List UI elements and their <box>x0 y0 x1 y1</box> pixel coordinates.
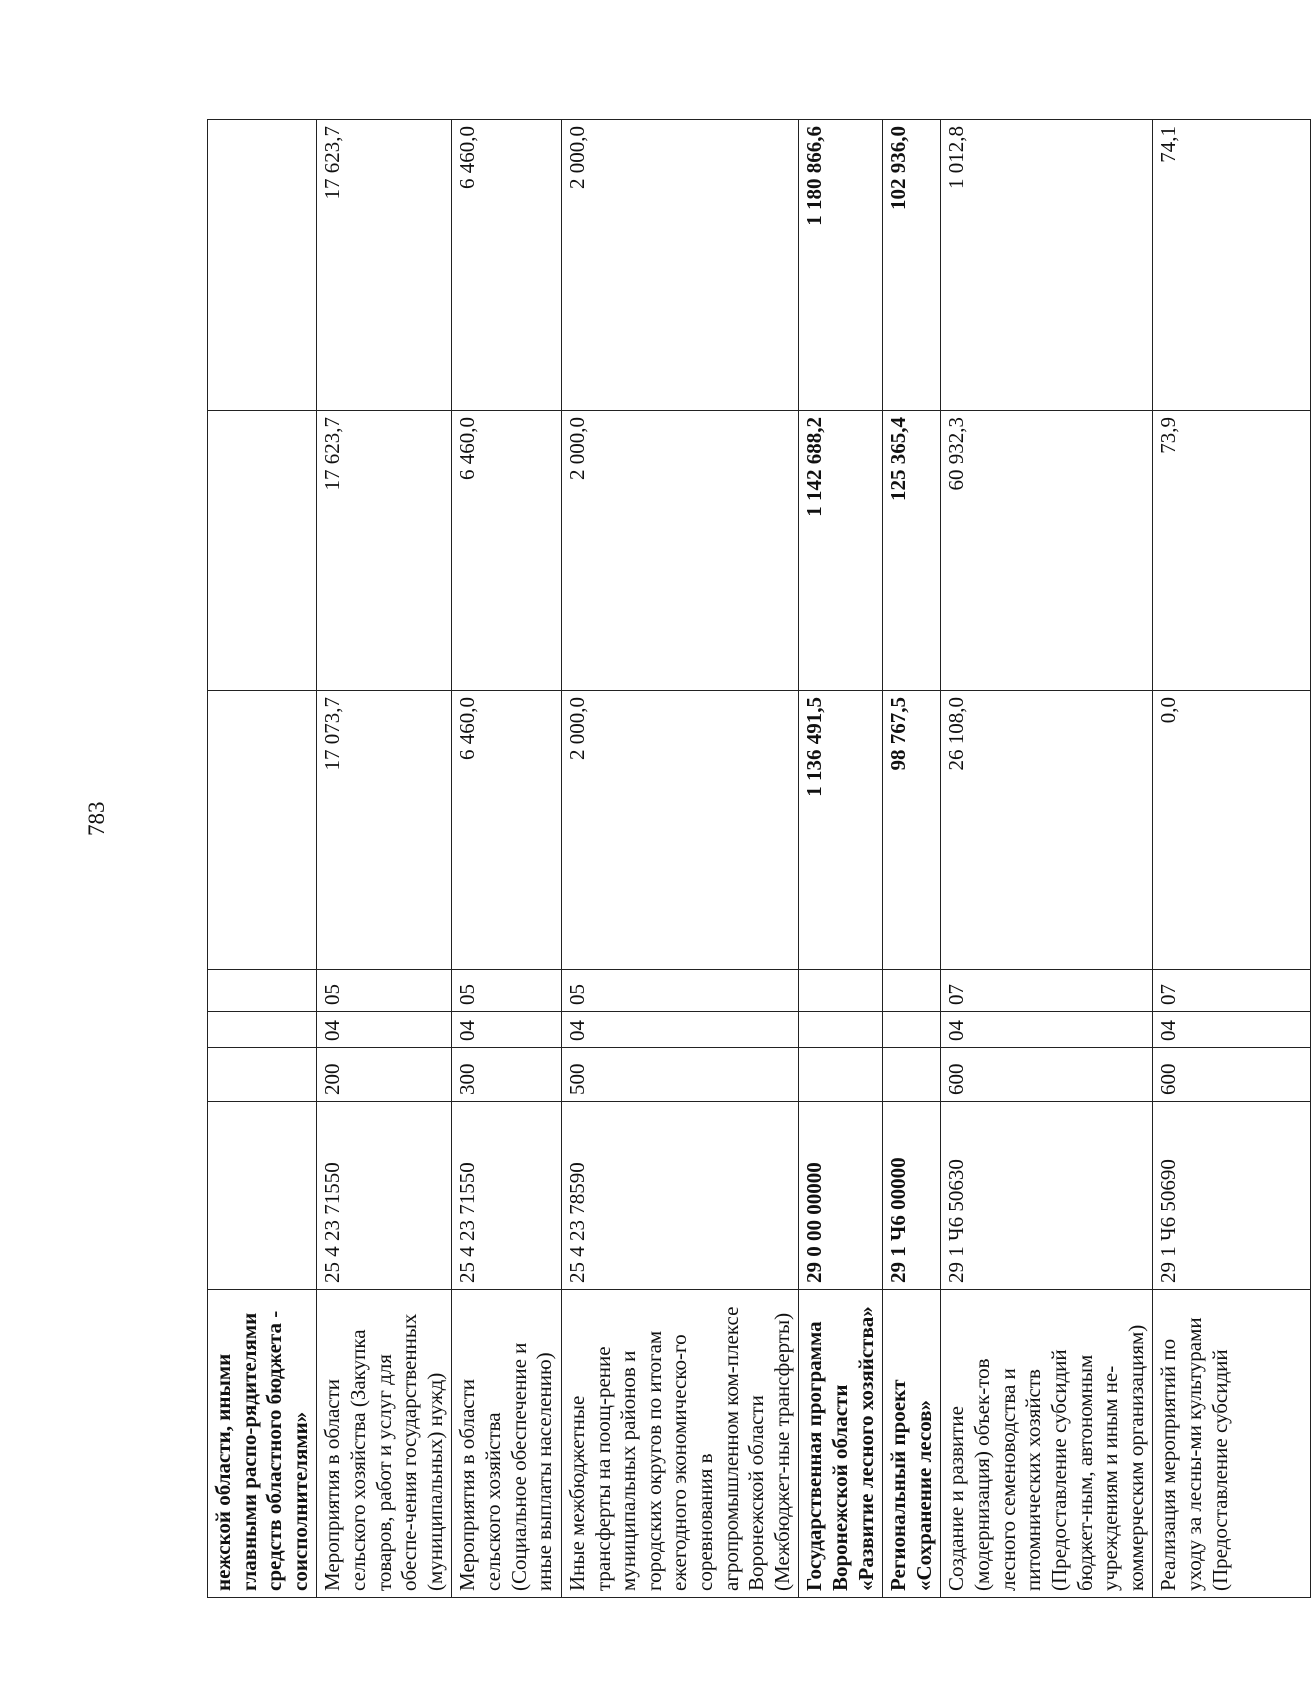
amount-year-1: 2 000,0 <box>561 691 798 970</box>
subsection-code: 07 <box>1153 970 1311 1012</box>
section-code: 04 <box>317 1012 452 1048</box>
subsection-code: 05 <box>561 970 798 1012</box>
amount-year-1: 6 460,0 <box>452 691 561 970</box>
expense-type-code <box>883 1048 941 1102</box>
amount-year-1: 98 767,5 <box>883 691 941 970</box>
table-row <box>452 120 561 1598</box>
row-description: Региональный проект «Сохранение лесов» <box>883 1290 941 1598</box>
amount-year-2: 6 460,0 <box>452 411 561 691</box>
subsection-code: 05 <box>317 970 452 1012</box>
amount-year-2: 125 365,4 <box>883 411 941 691</box>
rotated-table-container <box>207 120 1232 1598</box>
row-description: Иные межбюджетные трансферты на поощ-рение муниципальных районов и городских округов по итогам ежегодного экономическо-го соревнования в агропромышленном ком-плексе Воронежской области (Межбюджет-ные трансферты) <box>561 1290 798 1598</box>
table-row <box>208 120 317 1598</box>
amount-year-3: 74,1 <box>1153 120 1311 411</box>
target-article-code: 29 1 Ч6 50630 <box>941 1102 1153 1290</box>
table-row <box>799 120 883 1598</box>
amount-year-1: 0,0 <box>1153 691 1311 970</box>
amount-year-2: 1 142 688,2 <box>799 411 883 691</box>
section-code <box>208 1012 317 1048</box>
amount-year-2: 73,9 <box>1153 411 1311 691</box>
amount-year-3: 1 012,8 <box>941 120 1153 411</box>
target-article-code: 29 1 Ч6 50690 <box>1153 1102 1311 1290</box>
amount-year-3: 2 000,0 <box>561 120 798 411</box>
target-article-code: 29 1 Ч6 00000 <box>883 1102 941 1290</box>
amount-year-1 <box>208 691 317 970</box>
table-row <box>317 120 452 1598</box>
row-description: нежской области, иными главными распо-рядителями средств областного бюджета - соисполнителями» <box>208 1290 317 1598</box>
table-row <box>561 120 798 1598</box>
table-row <box>1153 120 1311 1598</box>
page-number: 783 <box>84 801 109 836</box>
amount-year-2: 60 932,3 <box>941 411 1153 691</box>
target-article-code: 25 4 23 71550 <box>452 1102 561 1290</box>
section-code <box>883 1012 941 1048</box>
section-code: 04 <box>941 1012 1153 1048</box>
expense-type-code <box>799 1048 883 1102</box>
expense-type-code: 300 <box>452 1048 561 1102</box>
amount-year-1: 1 136 491,5 <box>799 691 883 970</box>
subsection-code <box>883 970 941 1012</box>
subsection-code: 05 <box>452 970 561 1012</box>
target-article-code <box>208 1102 317 1290</box>
subsection-code <box>208 970 317 1012</box>
amount-year-1: 26 108,0 <box>941 691 1153 970</box>
section-code: 04 <box>452 1012 561 1048</box>
row-description: Реализация мероприятий по уходу за лесны-ми культурами (Предоставление субсидий <box>1153 1290 1311 1598</box>
table-row <box>941 120 1153 1598</box>
amount-year-3: 17 623,7 <box>317 120 452 411</box>
amount-year-2 <box>208 411 317 691</box>
row-description: Мероприятия в области сельского хозяйства (Закупка товаров, работ и услуг для обеспе-чения государственных (муниципальных) нужд) <box>317 1290 452 1598</box>
target-article-code: 25 4 23 71550 <box>317 1102 452 1290</box>
expense-type-code <box>208 1048 317 1102</box>
amount-year-3: 102 936,0 <box>883 120 941 411</box>
amount-year-3: 6 460,0 <box>452 120 561 411</box>
expense-type-code: 500 <box>561 1048 798 1102</box>
table-row <box>883 120 941 1598</box>
row-description: Государственная программа Воронежской области «Развитие лесного хозяйства» <box>799 1290 883 1598</box>
expense-type-code: 600 <box>941 1048 1153 1102</box>
budget-table <box>207 119 1311 1598</box>
expense-type-code: 600 <box>1153 1048 1311 1102</box>
subsection-code: 07 <box>941 970 1153 1012</box>
section-code <box>799 1012 883 1048</box>
target-article-code: 29 0 00 00000 <box>799 1102 883 1290</box>
amount-year-1: 17 073,7 <box>317 691 452 970</box>
amount-year-3 <box>208 120 317 411</box>
section-code: 04 <box>1153 1012 1311 1048</box>
amount-year-3: 1 180 866,6 <box>799 120 883 411</box>
target-article-code: 25 4 23 78590 <box>561 1102 798 1290</box>
row-description: Создание и развитие (модернизация) объек-тов лесного семеноводства и питомнических хозяйств (Предоставление субсидий бюджет-ным, автономным учреждениям и иным не-коммерческим организациям) <box>941 1290 1153 1598</box>
subsection-code <box>799 970 883 1012</box>
amount-year-2: 17 623,7 <box>317 411 452 691</box>
expense-type-code: 200 <box>317 1048 452 1102</box>
section-code: 04 <box>561 1012 798 1048</box>
amount-year-2: 2 000,0 <box>561 411 798 691</box>
row-description: Мероприятия в области сельского хозяйства (Социальное обеспечение и иные выплаты населению) <box>452 1290 561 1598</box>
